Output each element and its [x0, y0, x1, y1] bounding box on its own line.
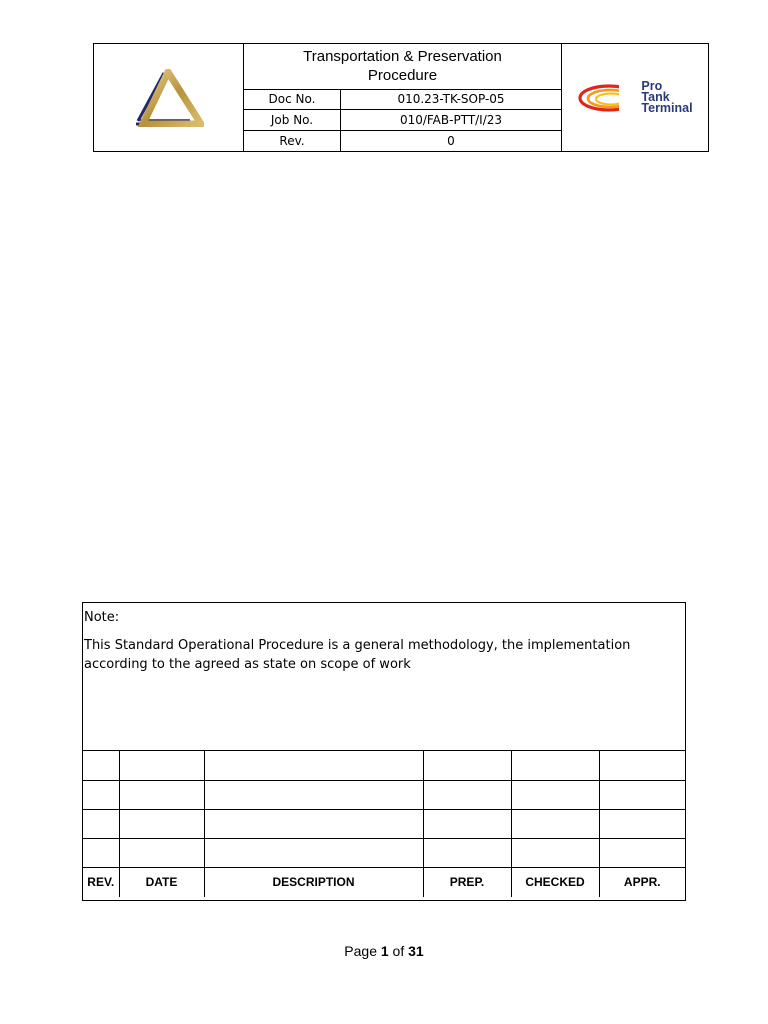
- table-row: [83, 809, 685, 838]
- table-row: [83, 751, 685, 780]
- table-row: [83, 780, 685, 809]
- table-cell: [204, 809, 423, 838]
- pro-tank-terminal-logo: [577, 81, 692, 115]
- revision-header-row: [83, 867, 685, 897]
- table-cell: [511, 751, 599, 780]
- table-cell: [204, 780, 423, 809]
- company-logo-right: [562, 44, 708, 151]
- table-cell: [83, 838, 119, 867]
- col-header-appr: APPR.: [623, 875, 661, 890]
- col-header-description: DESCRIPTION: [204, 867, 423, 897]
- note-text: [84, 636, 685, 674]
- page-footer: [0, 943, 768, 959]
- table-cell: [204, 751, 423, 780]
- brand-line-terminal: Terminal: [641, 101, 693, 115]
- table-cell: [119, 838, 204, 867]
- document-title-line1: Transportation & Preservation: [303, 48, 502, 66]
- document-title: [244, 44, 561, 90]
- table-cell: [599, 838, 685, 867]
- brand-text: [641, 81, 692, 114]
- page-total: 31: [408, 943, 424, 959]
- table-cell: [423, 838, 511, 867]
- table-cell: [423, 780, 511, 809]
- revision-table: [83, 751, 685, 897]
- page-middle: of: [388, 943, 409, 959]
- note-text-line2: according to the agreed as state on scope of work: [84, 657, 411, 672]
- swirl-logo-icon: [577, 81, 643, 115]
- rev-value: 0: [447, 133, 455, 148]
- col-header-checked: CHECKED: [511, 867, 599, 897]
- table-cell: [83, 809, 119, 838]
- revision-box: [82, 602, 686, 901]
- table-cell: [83, 751, 119, 780]
- note-label: Note:: [84, 610, 120, 625]
- table-cell: [511, 838, 599, 867]
- rev-row: [244, 131, 561, 151]
- doc-no-row: [244, 90, 561, 110]
- table-cell: [511, 780, 599, 809]
- doc-no-value: 010.23-TK-SOP-05: [397, 92, 505, 107]
- table-cell: [423, 809, 511, 838]
- table-cell: [599, 809, 685, 838]
- job-no-value: 010/FAB-PTT/I/23: [399, 112, 503, 127]
- company-logo-left: [94, 44, 244, 151]
- col-header-prep: PREP.: [423, 867, 511, 897]
- document-title-line2: Procedure: [367, 67, 438, 85]
- document-header: [93, 43, 709, 152]
- table-cell: [204, 838, 423, 867]
- table-row: [83, 838, 685, 867]
- rev-label: Rev.: [244, 131, 341, 151]
- table-cell: [599, 751, 685, 780]
- table-cell: [119, 809, 204, 838]
- table-cell: [511, 809, 599, 838]
- job-no-row: [244, 110, 561, 130]
- table-cell: [599, 780, 685, 809]
- col-header-date: DATE: [119, 867, 204, 897]
- note-text-line1: This Standard Operational Procedure is a general methodology, the implementation: [84, 638, 631, 653]
- table-cell: [423, 751, 511, 780]
- col-header-rev: REV.: [83, 867, 119, 897]
- triangle-logo-icon: [134, 69, 204, 127]
- brand-line-tank: Tank: [641, 90, 670, 104]
- page-current: 1: [380, 943, 389, 959]
- page-prefix: Page: [344, 943, 381, 959]
- table-cell: [83, 780, 119, 809]
- table-cell: [119, 751, 204, 780]
- brand-line-pro: Pro: [641, 79, 663, 93]
- doc-no-label: Doc No.: [244, 90, 341, 109]
- job-no-label: Job No.: [244, 110, 341, 129]
- table-cell: [119, 780, 204, 809]
- header-title-block: [244, 44, 562, 151]
- note-section: [83, 603, 685, 751]
